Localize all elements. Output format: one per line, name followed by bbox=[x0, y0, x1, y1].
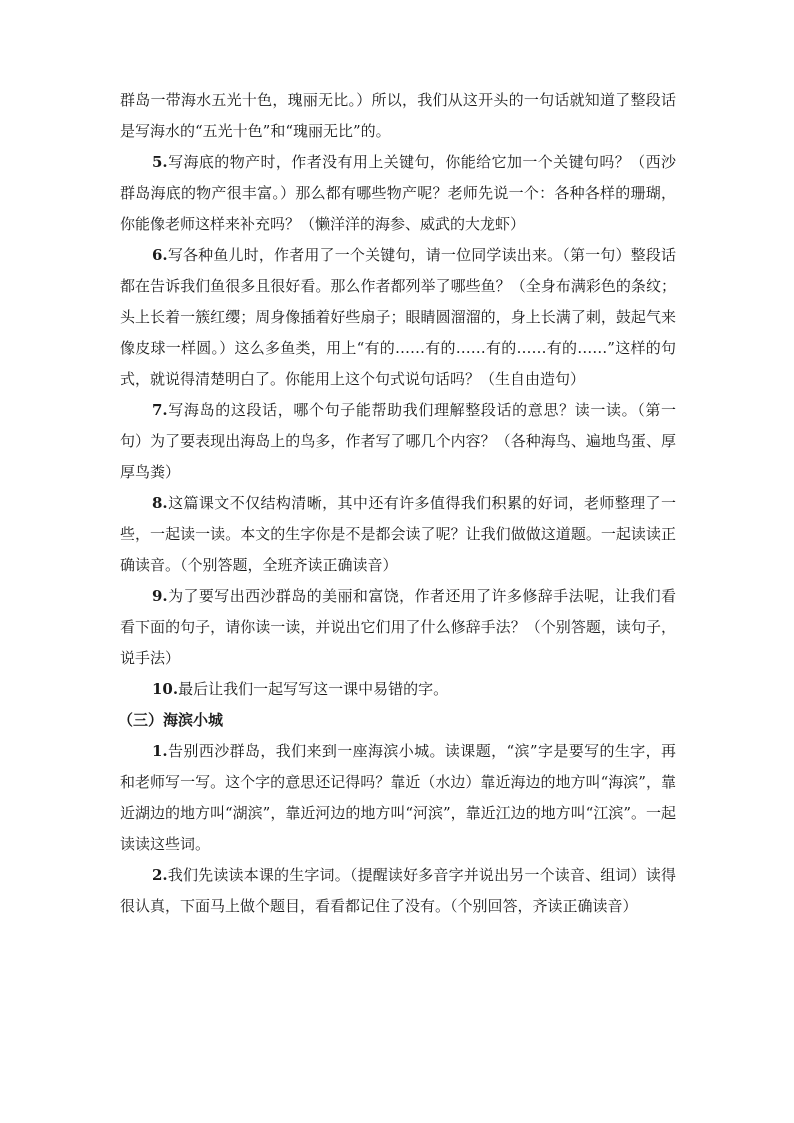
paragraph-item-1 bbox=[120, 736, 676, 860]
paragraph-continuation: 群岛一带海水五光十色，瑰丽无比。）所以，我们从这开头的一句话就知道了整段话是写海水的“五光十色”和“瑰丽无比”的。 bbox=[120, 91, 676, 140]
paragraph-item-8 bbox=[120, 488, 676, 581]
paragraph-text: 写海底的物产时，作者没有用上关键句，你能给它加一个关键句吗？（西沙群岛海底的物产很丰富。）那么都有哪些物产呢？老师先说一个：各种各样的珊瑚，你能像老师这样来补充吗？（懒洋洋的海参、威武的大龙虾） bbox=[120, 153, 676, 233]
document-page bbox=[120, 85, 676, 922]
paragraph-item-10 bbox=[120, 674, 676, 705]
item-number: 8. bbox=[152, 494, 168, 512]
paragraph-item-6 bbox=[120, 240, 676, 395]
item-number: 10. bbox=[152, 680, 179, 698]
section-heading: （三）海滨小城 bbox=[118, 711, 224, 729]
paragraph-text: 这篇课文不仅结构清晰，其中还有许多值得我们积累的好词，老师整理了一些，一起读一读。本文的生字你是不是都会读了呢？让我们做做这道题。一起读读正确读音。（个别答题，全班齐读正确读音） bbox=[120, 494, 676, 574]
paragraph-item-9 bbox=[120, 581, 676, 674]
paragraph-item-7 bbox=[120, 395, 676, 488]
item-number: 7. bbox=[152, 401, 168, 419]
paragraph-text: 为了要写出西沙群岛的美丽和富饶，作者还用了许多修辞手法呢，让我们看看下面的句子，请你读一读，并说出它们用了什么修辞手法？（个别答题，读句子，说手法） bbox=[120, 587, 676, 667]
item-number: 5. bbox=[152, 153, 168, 171]
paragraph-text: 写海岛的这段话，哪个句子能帮助我们理解整段话的意思？读一读。（第一句）为了要表现出海岛上的鸟多，作者写了哪几个内容？（各种海鸟、遍地鸟蛋、厚厚鸟粪） bbox=[120, 401, 676, 481]
item-number: 1. bbox=[152, 742, 168, 760]
item-number: 2. bbox=[152, 866, 168, 884]
paragraph-text: 最后让我们一起写写这一课中易错的字。 bbox=[178, 680, 449, 698]
item-number: 6. bbox=[152, 246, 168, 264]
item-number: 9. bbox=[152, 587, 168, 605]
paragraph-item-5 bbox=[120, 147, 676, 240]
paragraph-item-2 bbox=[120, 860, 676, 922]
paragraph-text: 我们先读读本课的生字词。（提醒读好多音字并说出另一个读音、组词）读得很认真，下面马上做个题目，看看都记住了没有。（个别回答，齐读正确读音） bbox=[120, 866, 676, 915]
paragraph-text: 告别西沙群岛，我们来到一座海滨小城。读课题，“滨”字是要写的生字，再和老师写一写。这个字的意思还记得吗？靠近（水边）靠近海边的地方叫“海滨”，靠近湖边的地方叫“湖滨”，靠近河边的地方叫“河滨”，靠近江边的地方叫“江滨”。一起读读这些词。 bbox=[120, 742, 677, 853]
paragraph-text: 写各种鱼儿时，作者用了一个关键句，请一位同学读出来。（第一句）整段话都在告诉我们鱼很多且很好看。那么作者都列举了哪些鱼？（全身布满彩色的条纹；头上长着一簇红缨；周身像插着好些扇子；眼睛圆溜溜的，身上长满了刺，鼓起气来像皮球一样圆。）这么多鱼类，用上“有的……有的……有的……有的……”这样的句式，就说得清楚明白了。你能用上这个句式说句话吗？（生自由造句） bbox=[120, 246, 676, 388]
